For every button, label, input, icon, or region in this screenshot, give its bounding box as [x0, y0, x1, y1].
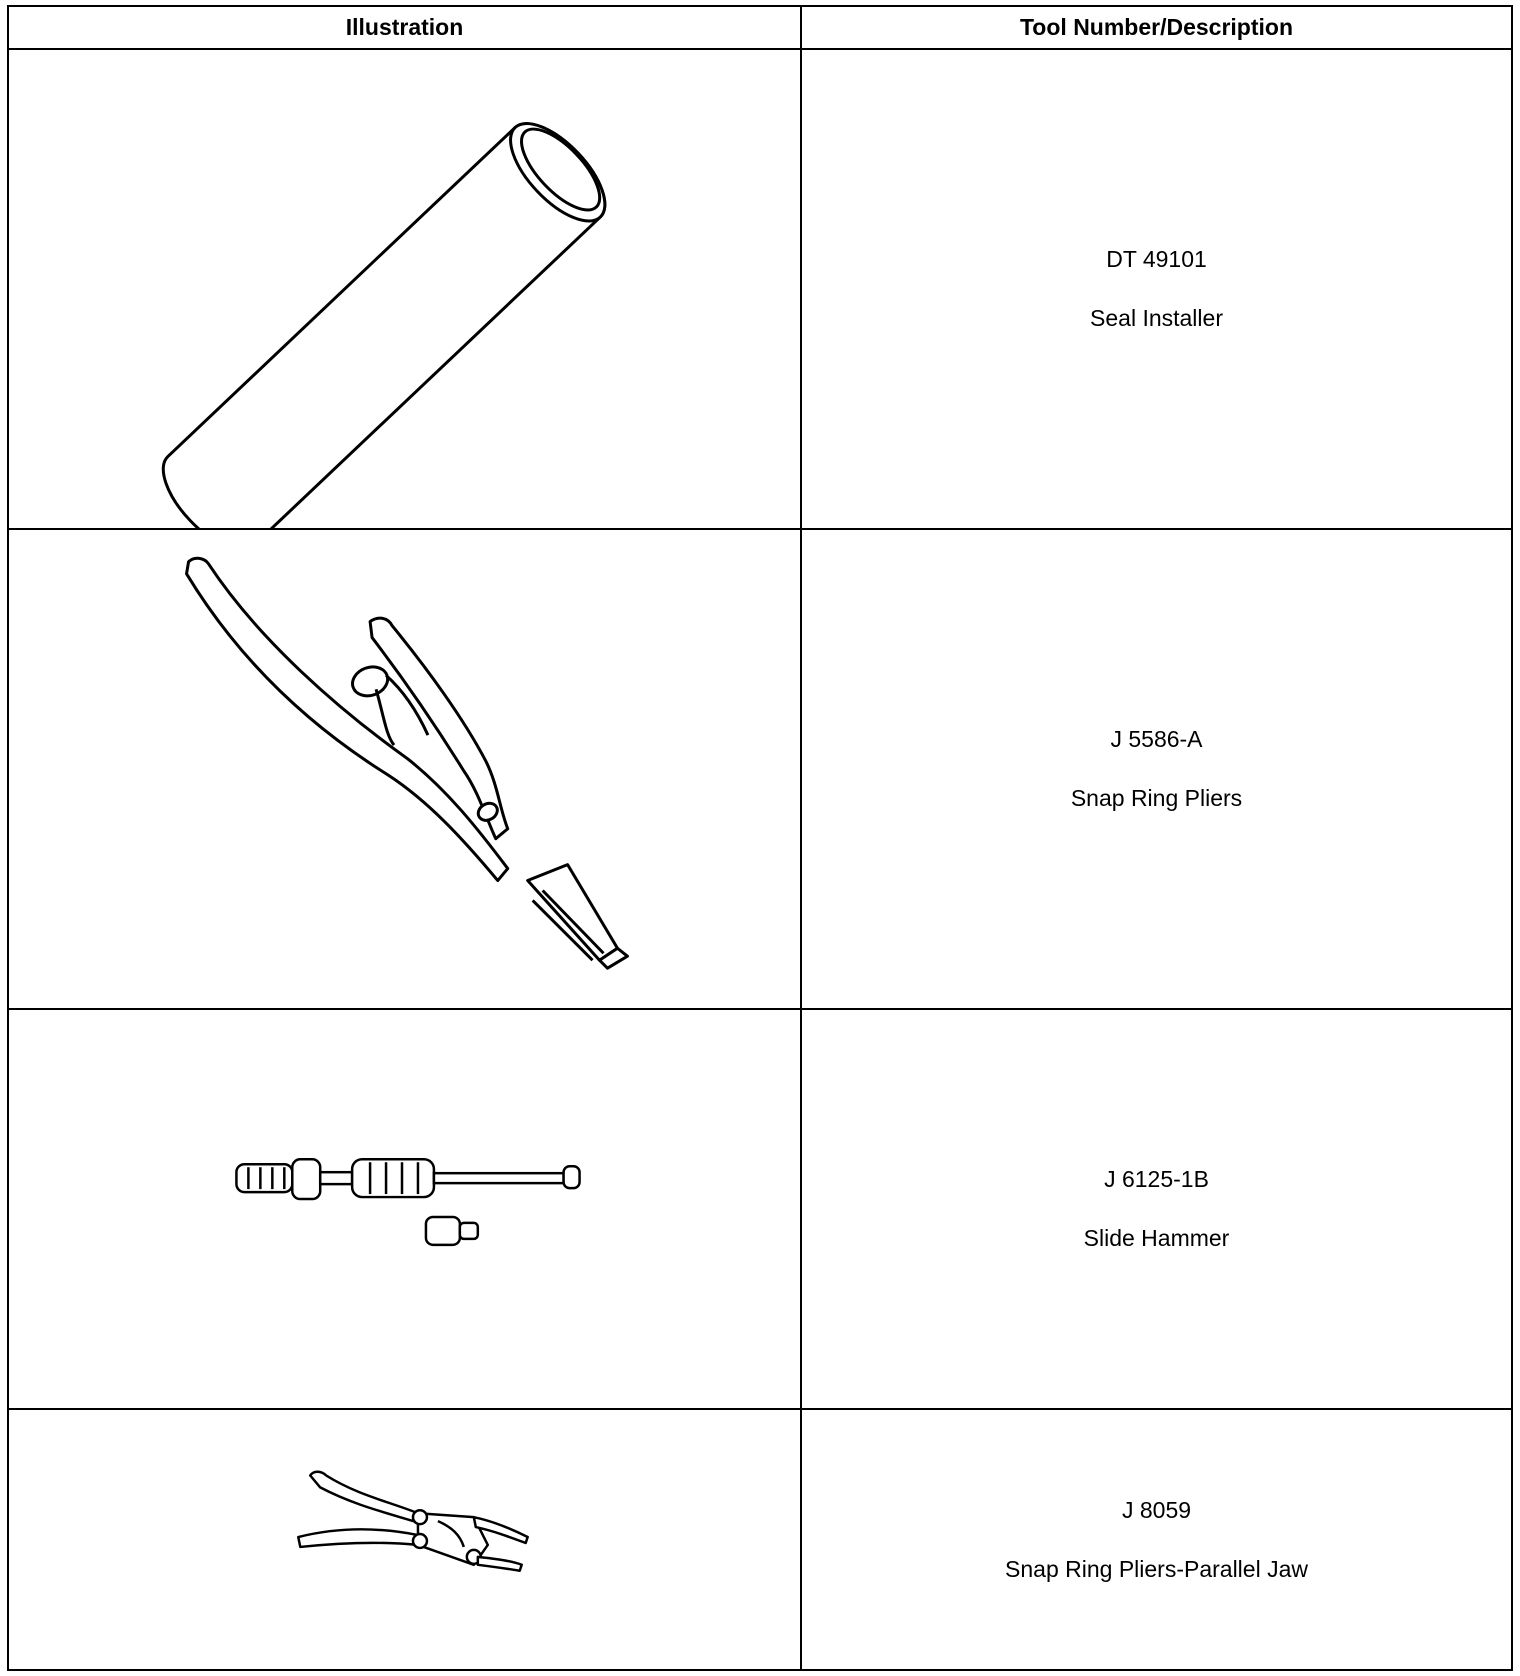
illustration-cell	[8, 1409, 801, 1670]
tool-description: Snap Ring Pliers	[1070, 785, 1243, 811]
header-illustration: Illustration	[8, 6, 801, 49]
table-row	[8, 1409, 1512, 1670]
seal-installer-icon	[9, 50, 800, 528]
description-cell	[801, 49, 1512, 529]
tool-number: DT 49101	[1106, 246, 1207, 272]
table-row	[8, 49, 1512, 529]
table-row	[8, 529, 1512, 1009]
tool-number: J 5586-A	[1110, 726, 1203, 752]
description-cell	[801, 529, 1512, 1009]
description-cell	[801, 1409, 1512, 1670]
header-row	[8, 6, 1512, 49]
table-row	[8, 1009, 1512, 1409]
snap-ring-pliers-icon	[9, 530, 800, 1008]
illustration-cell	[8, 49, 801, 529]
tools-table	[7, 5, 1513, 1671]
tool-description: Slide Hammer	[1083, 1225, 1230, 1251]
illustration-cell	[8, 529, 801, 1009]
illustration-cell	[8, 1009, 801, 1409]
tool-description: Snap Ring Pliers-Parallel Jaw	[1005, 1555, 1308, 1582]
slide-hammer-icon	[9, 1010, 800, 1408]
parallel-jaw-pliers-icon	[9, 1410, 800, 1669]
tool-number: J 6125-1B	[1104, 1166, 1209, 1192]
tool-number: J 8059	[1121, 1496, 1192, 1523]
tool-description: Seal Installer	[1090, 305, 1223, 331]
header-tool-description: Tool Number/Description	[801, 6, 1512, 49]
description-cell	[801, 1009, 1512, 1409]
